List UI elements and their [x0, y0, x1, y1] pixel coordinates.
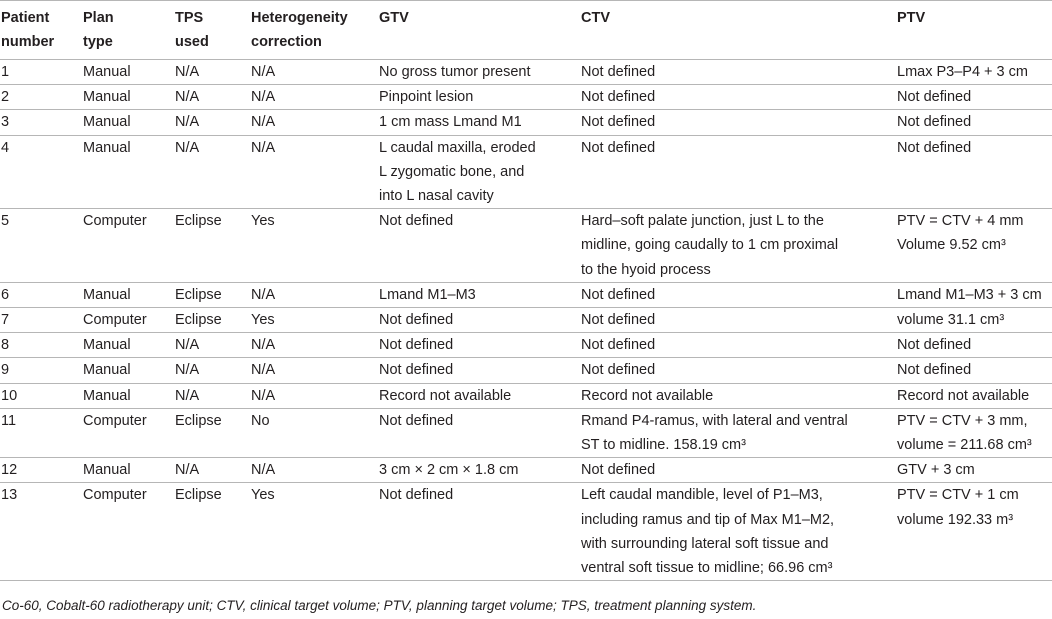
table-footnote: Co-60, Cobalt-60 radiotherapy unit; CTV, clinical target volume; PTV, planning target volume; TPS, treatment planning system.	[2, 598, 757, 613]
cell-ptv	[896, 458, 1052, 483]
cell-heterogeneity-correction	[250, 483, 378, 581]
cell-text: N/A	[175, 64, 200, 80]
table-row	[0, 458, 1052, 483]
table-row	[0, 333, 1052, 358]
cell-tps-used	[174, 135, 250, 209]
cell-text: Not defined	[897, 89, 972, 106]
cell-text: 9	[1, 362, 10, 379]
cell-ptv	[896, 408, 1052, 457]
cell-ptv	[896, 110, 1052, 135]
cell-text: 13	[1, 487, 18, 504]
cell-text: Manual	[83, 337, 131, 354]
cell-heterogeneity-correction	[250, 333, 378, 358]
cell-ptv	[896, 209, 1052, 283]
cell-text: 8	[1, 337, 10, 354]
cell-text: Eclipse	[175, 412, 222, 429]
cell-plan-type	[82, 308, 174, 333]
table-body	[0, 60, 1052, 581]
cell-text: Rmand P4-ramus, with lateral and ventral ST to midline. 158.19 cm³	[581, 412, 848, 454]
cell-text: Pinpoint lesion	[379, 89, 474, 106]
cell-text: 12	[1, 462, 18, 479]
cell-patient-number	[0, 383, 82, 408]
cell-text: Not defined	[581, 139, 656, 156]
column-header-label: PTV	[897, 10, 926, 26]
table-row	[0, 408, 1052, 457]
cell-text: 10	[1, 387, 18, 404]
cell-patient-number	[0, 209, 82, 283]
cell-tps-used	[174, 358, 250, 383]
cell-patient-number	[0, 308, 82, 333]
cell-ptv	[896, 282, 1052, 307]
cell-gtv	[378, 209, 580, 283]
cell-text: Eclipse	[175, 286, 222, 303]
cell-text: N/A	[251, 139, 276, 156]
cell-text: Computer	[83, 213, 147, 230]
cell-text: Manual	[83, 462, 131, 479]
cell-text: Eclipse	[175, 213, 222, 230]
cell-ctv	[580, 458, 896, 483]
cell-gtv	[378, 483, 580, 581]
cell-gtv	[378, 85, 580, 110]
cell-text: N/A	[175, 462, 200, 479]
cell-gtv	[378, 383, 580, 408]
column-header-label: CTV	[581, 10, 610, 26]
cell-text: PTV = CTV + 3 mm, volume = 211.68 cm³	[897, 412, 1032, 454]
cell-plan-type	[82, 110, 174, 135]
cell-patient-number	[0, 282, 82, 307]
header-row	[0, 1, 1052, 60]
cell-ptv	[896, 60, 1052, 85]
cell-ctv	[580, 333, 896, 358]
cell-ctv	[580, 308, 896, 333]
cell-tps-used	[174, 110, 250, 135]
cell-text: Manual	[83, 387, 131, 404]
cell-tps-used	[174, 483, 250, 581]
column-header-label: GTV	[379, 10, 409, 26]
table-header	[0, 1, 1052, 60]
cell-text: Not defined	[581, 64, 656, 80]
column-header-tps-used	[174, 1, 250, 60]
cell-ctv	[580, 209, 896, 283]
cell-text: Eclipse	[175, 312, 222, 329]
column-header-plan-type	[82, 1, 174, 60]
cell-heterogeneity-correction	[250, 60, 378, 85]
cell-text: Not defined	[581, 286, 656, 303]
cell-tps-used	[174, 60, 250, 85]
cell-patient-number	[0, 358, 82, 383]
cell-text: Not defined	[897, 139, 972, 156]
cell-heterogeneity-correction	[250, 358, 378, 383]
cell-ctv	[580, 282, 896, 307]
column-header-label: Heterogeneity correction	[251, 10, 348, 50]
cell-text: N/A	[175, 89, 200, 106]
cell-text: L caudal maxilla, eroded L zygomatic bone, and into L nasal cavity	[379, 139, 536, 205]
cell-text: N/A	[251, 89, 276, 106]
cell-text: Not defined	[379, 412, 454, 429]
cell-tps-used	[174, 209, 250, 283]
table-row	[0, 60, 1052, 85]
cell-text: PTV = CTV + 1 cm volume 192.33 m³	[897, 487, 1019, 528]
cell-text: Not defined	[379, 213, 454, 230]
cell-text: 11	[1, 412, 17, 429]
cell-plan-type	[82, 458, 174, 483]
cell-text: GTV + 3 cm	[897, 462, 975, 479]
cell-ctv	[580, 60, 896, 85]
cell-tps-used	[174, 383, 250, 408]
cell-plan-type	[82, 209, 174, 283]
cell-text: N/A	[175, 362, 200, 379]
cell-ptv	[896, 358, 1052, 383]
cell-text: N/A	[251, 114, 276, 131]
cell-plan-type	[82, 135, 174, 209]
cell-text: Yes	[251, 213, 275, 230]
cell-ctv	[580, 483, 896, 581]
table-row	[0, 110, 1052, 135]
cell-gtv	[378, 282, 580, 307]
cell-text: Not defined	[379, 487, 454, 504]
cell-text: Record not available	[379, 387, 512, 404]
cell-text: Manual	[83, 64, 131, 80]
cell-text: Manual	[83, 89, 131, 106]
column-header-heterogeneity-correction	[250, 1, 378, 60]
cell-heterogeneity-correction	[250, 383, 378, 408]
table-row	[0, 358, 1052, 383]
cell-patient-number	[0, 483, 82, 581]
cell-patient-number	[0, 135, 82, 209]
cell-text: Manual	[83, 139, 131, 156]
cell-tps-used	[174, 458, 250, 483]
cell-heterogeneity-correction	[250, 85, 378, 110]
cell-patient-number	[0, 110, 82, 135]
cell-ctv	[580, 358, 896, 383]
cell-text: 7	[1, 312, 10, 329]
column-header-gtv	[378, 1, 580, 60]
cell-text: Manual	[83, 286, 131, 303]
cell-gtv	[378, 358, 580, 383]
cell-plan-type	[82, 358, 174, 383]
cell-text: Not defined	[581, 312, 656, 329]
cell-text: N/A	[251, 337, 276, 354]
cell-text: Hard–soft palate junction, just L to the midline, going caudally to 1 cm proximal to the hyoid process	[581, 213, 839, 278]
cell-ctv	[580, 110, 896, 135]
cell-text: Computer	[83, 487, 147, 504]
cell-text: 5	[1, 213, 10, 230]
cell-text: Not defined	[581, 362, 656, 379]
cell-plan-type	[82, 333, 174, 358]
column-header-label: TPS used	[175, 10, 209, 50]
cell-ctv	[580, 85, 896, 110]
cell-text: Not defined	[897, 362, 972, 379]
cell-ptv	[896, 85, 1052, 110]
cell-text: Not defined	[581, 337, 656, 354]
cell-text: Record not available	[581, 387, 714, 404]
cell-text: N/A	[175, 387, 200, 404]
column-header-patient-number	[0, 1, 82, 60]
cell-text: Computer	[83, 312, 147, 329]
cell-plan-type	[82, 60, 174, 85]
cell-ctv	[580, 408, 896, 457]
cell-gtv	[378, 60, 580, 85]
cell-text: N/A	[175, 139, 200, 156]
cell-ptv	[896, 333, 1052, 358]
cell-tps-used	[174, 333, 250, 358]
cell-heterogeneity-correction	[250, 110, 378, 135]
cell-text: N/A	[175, 337, 200, 354]
cell-heterogeneity-correction	[250, 308, 378, 333]
cell-text: No gross tumor present	[379, 64, 531, 80]
cell-plan-type	[82, 383, 174, 408]
cell-text: Computer	[83, 412, 147, 429]
cell-ptv	[896, 483, 1052, 581]
table-row	[0, 383, 1052, 408]
cell-patient-number	[0, 408, 82, 457]
cell-text: volume 31.1 cm³	[897, 312, 1005, 329]
cell-text: N/A	[251, 462, 276, 479]
cell-text: Not defined	[581, 462, 656, 479]
cell-text: N/A	[251, 286, 276, 303]
cell-plan-type	[82, 85, 174, 110]
cell-text: 4	[1, 139, 10, 156]
cell-text: N/A	[175, 114, 200, 131]
table-row	[0, 209, 1052, 283]
cell-tps-used	[174, 308, 250, 333]
cell-text: Lmand M1–M3 + 3 cm	[897, 286, 1042, 303]
column-header-ctv	[580, 1, 896, 60]
cell-text: N/A	[251, 387, 276, 404]
cell-gtv	[378, 308, 580, 333]
cell-plan-type	[82, 282, 174, 307]
cell-gtv	[378, 110, 580, 135]
cell-heterogeneity-correction	[250, 458, 378, 483]
cell-ptv	[896, 308, 1052, 333]
cell-text: Not defined	[581, 89, 656, 106]
cell-text: Lmand M1–M3	[379, 286, 476, 303]
cell-text: Yes	[251, 312, 275, 329]
column-header-label: Plan type	[83, 10, 114, 50]
cell-text: Left caudal mandible, level of P1–M3, including ramus and tip of Max M1–M2, with surrounding lateral soft tissue and ventral soft tissue to midline; 66.96 cm³	[581, 487, 835, 577]
cell-text: N/A	[251, 64, 276, 80]
cell-ptv	[896, 383, 1052, 408]
table-row	[0, 135, 1052, 209]
cell-ptv	[896, 135, 1052, 209]
cell-tps-used	[174, 85, 250, 110]
cell-ctv	[580, 383, 896, 408]
column-header-label: Patient number	[1, 10, 55, 50]
cell-heterogeneity-correction	[250, 209, 378, 283]
cell-text: Lmax P3–P4 + 3 cm	[897, 64, 1028, 80]
cell-plan-type	[82, 483, 174, 581]
cell-text: Not defined	[379, 362, 454, 379]
cell-tps-used	[174, 408, 250, 457]
column-header-ptv	[896, 1, 1052, 60]
table-row	[0, 483, 1052, 581]
cell-text: Manual	[83, 114, 131, 131]
cell-gtv	[378, 135, 580, 209]
cell-text: Manual	[83, 362, 131, 379]
cell-text: 3	[1, 114, 10, 131]
cell-text: 1 cm mass Lmand M1	[379, 114, 522, 131]
cell-gtv	[378, 408, 580, 457]
cell-text: Not defined	[897, 337, 972, 354]
table-row	[0, 85, 1052, 110]
cell-text: No	[251, 412, 270, 429]
table-row	[0, 282, 1052, 307]
cell-patient-number	[0, 60, 82, 85]
table-row	[0, 308, 1052, 333]
cell-text: 1	[1, 64, 10, 80]
cell-text: Not defined	[379, 312, 454, 329]
cell-heterogeneity-correction	[250, 282, 378, 307]
cell-text: 2	[1, 89, 10, 106]
cell-text: 6	[1, 286, 10, 303]
cell-text: Not defined	[379, 337, 454, 354]
cell-text: 3 cm × 2 cm × 1.8 cm	[379, 462, 519, 479]
cell-tps-used	[174, 282, 250, 307]
cell-patient-number	[0, 85, 82, 110]
cell-plan-type	[82, 408, 174, 457]
cell-text: PTV = CTV + 4 mm Volume 9.52 cm³	[897, 213, 1024, 254]
cell-patient-number	[0, 333, 82, 358]
cell-text: Yes	[251, 487, 275, 504]
cell-text: N/A	[251, 362, 276, 379]
cell-text: Not defined	[897, 114, 972, 131]
cell-text: Record not available	[897, 387, 1030, 404]
cell-text: Eclipse	[175, 487, 222, 504]
cell-heterogeneity-correction	[250, 408, 378, 457]
cell-gtv	[378, 333, 580, 358]
cell-ctv	[580, 135, 896, 209]
cell-text: Not defined	[581, 114, 656, 131]
cell-patient-number	[0, 458, 82, 483]
cell-gtv	[378, 458, 580, 483]
cell-heterogeneity-correction	[250, 135, 378, 209]
